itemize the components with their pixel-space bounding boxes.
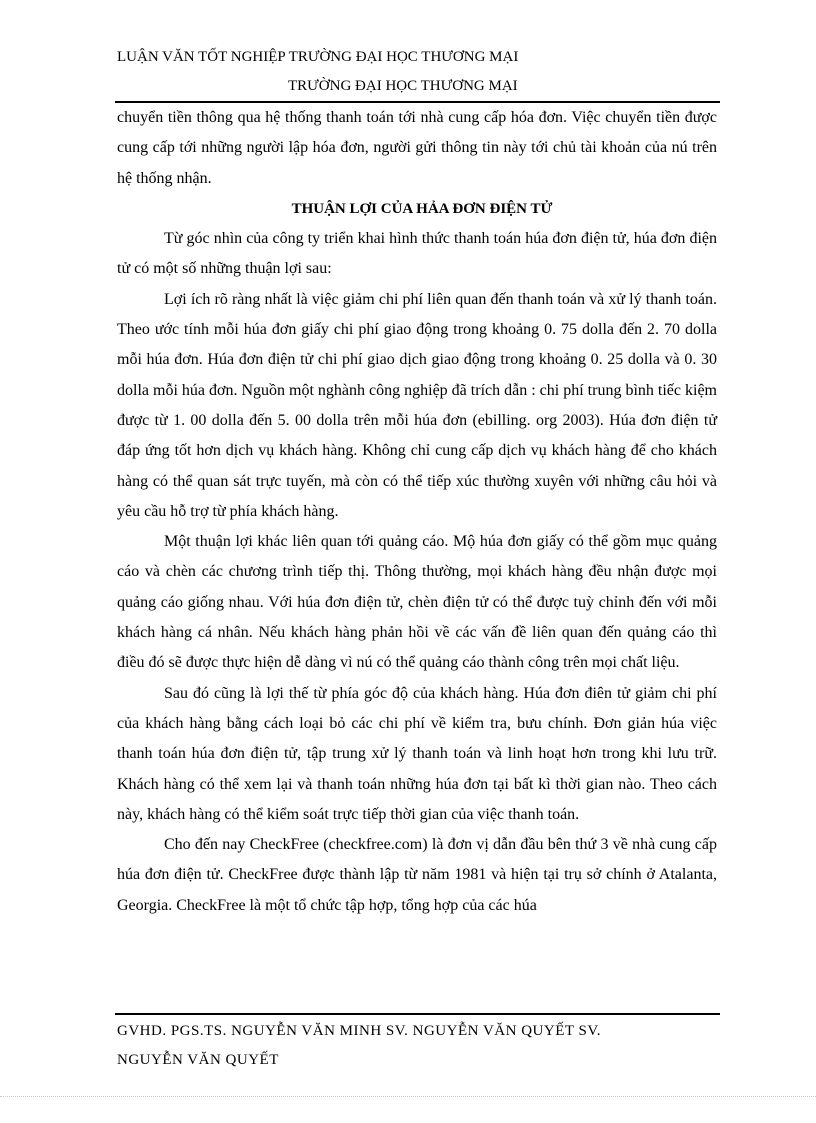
running-footer-continued: NGUYỄN VĂN QUYẾT <box>117 1052 279 1068</box>
paragraph-continuation: chuyển tiền thông qua hệ thống thanh toán tới nhà cung cấp hóa đơn. Việc chuyển tiền được cung cấp tới những người lập hóa đơn, người gửi thông tin này tới chủ tài khoản của nú trên hệ thống nhận. <box>117 109 717 187</box>
paragraph-customer-benefit: Sau đó cũng là lợi thế từ phía góc độ của khách hàng. Húa đơn điên tử giảm chi phí của khách hàng bằng cách loại bỏ các chi phí về kiểm tra, bưu chính. Đơn giản húa việc thanh toán húa đơn điện tử, tập trung xử lý thanh toán và linh hoạt hơn trong khi lưu trữ. Khách hàng có thể xem lại và thanh toán những húa đơn tại bất kì thời gian nào. Theo cách này, khách hàng có thể kiểm soát trực tiếp thời gian của việc thanh toán. <box>117 684 717 823</box>
document-body <box>117 103 717 921</box>
paragraph-advertising: Một thuận lợi khác liên quan tới quảng cáo. Mộ húa đơn giấy có thể gồm mục quảng cáo và chèn các chương trình tiếp thị. Thông thường, mọi khách hàng đều nhận được mọi quảng cáo giống nhau. Với húa đơn điện tử, chèn điện tử có thể được tuỳ chỉnh đến với mỗi khách hàng cá nhân. Nếu khách hàng phản hồi về các vấn đề liên quan đến quảng cáo thì điều đó sẽ được thực hiện dễ dàng vì nú có thể quảng cáo thành công trên mọi chất liệu. <box>117 533 717 672</box>
paragraph-intro: Từ góc nhìn của công ty triển khai hình thức thanh toán húa đơn điện tử, húa đơn điện tử có một số những thuận lợi sau: <box>117 230 717 278</box>
running-header: LUẬN VĂN TỐT NGHIỆP TRƯỜNG ĐẠI HỌC THƯƠNG MẠI <box>117 49 519 65</box>
paragraph-cost-benefit: Lợi ích rõ ràng nhất là việc giảm chi phí liên quan đến thanh toán và xử lý thanh toán. Theo ước tính mỗi húa đơn giấy chi phí giao động trong khoảng 0. 75 dolla đến 2. 70 dolla mỗi húa đơn. Húa đơn điện tử chi phí giao dịch giao động trong khoảng 0. 25 dolla và 0. 30 dolla mỗi húa đơn. Nguồn một nghành công nghiệp đã trích dẫn : chi phí trung bình tiếc kiệm được từ 1. 00 dolla đến 5. 00 dolla trên mỗi húa đơn (ebilling. org 2003). Húa đơn điện tử đáp ứng tốt hơn dịch vụ khách hàng. Không chỉ cung cấp dịch vụ khách hàng để cho khách hàng có thể quan sát trực tuyến, mà còn có thể tiếp xúc thường xuyên với những câu hỏi và yêu cầu hỗ trợ từ phía khách hàng. <box>117 290 717 520</box>
section-heading: THUẬN LỢI CỦA HẢA ĐƠN ĐIỆN TỬ <box>291 200 553 217</box>
page-edge-divider <box>0 1096 816 1097</box>
paragraph-checkfree: Cho đến nay CheckFree (checkfree.com) là đơn vị dẫn đầu bên thứ 3 về nhà cung cấp húa đơn điện tử. CheckFree được thành lập từ năm 1981 và hiện tại trụ sở chính ở Atalanta, Georgia. CheckFree là một tổ chức tập hợp, tổng hợp của các húa <box>117 836 717 914</box>
footer-rule <box>115 1013 720 1015</box>
running-footer: GVHD. PGS.TS. NGUYỄN VĂN MINH SV. NGUYỄN VĂN QUYẾT SV. <box>117 1023 601 1039</box>
running-header-subtitle: TRƯỜNG ĐẠI HỌC THƯƠNG MẠI <box>288 78 518 94</box>
